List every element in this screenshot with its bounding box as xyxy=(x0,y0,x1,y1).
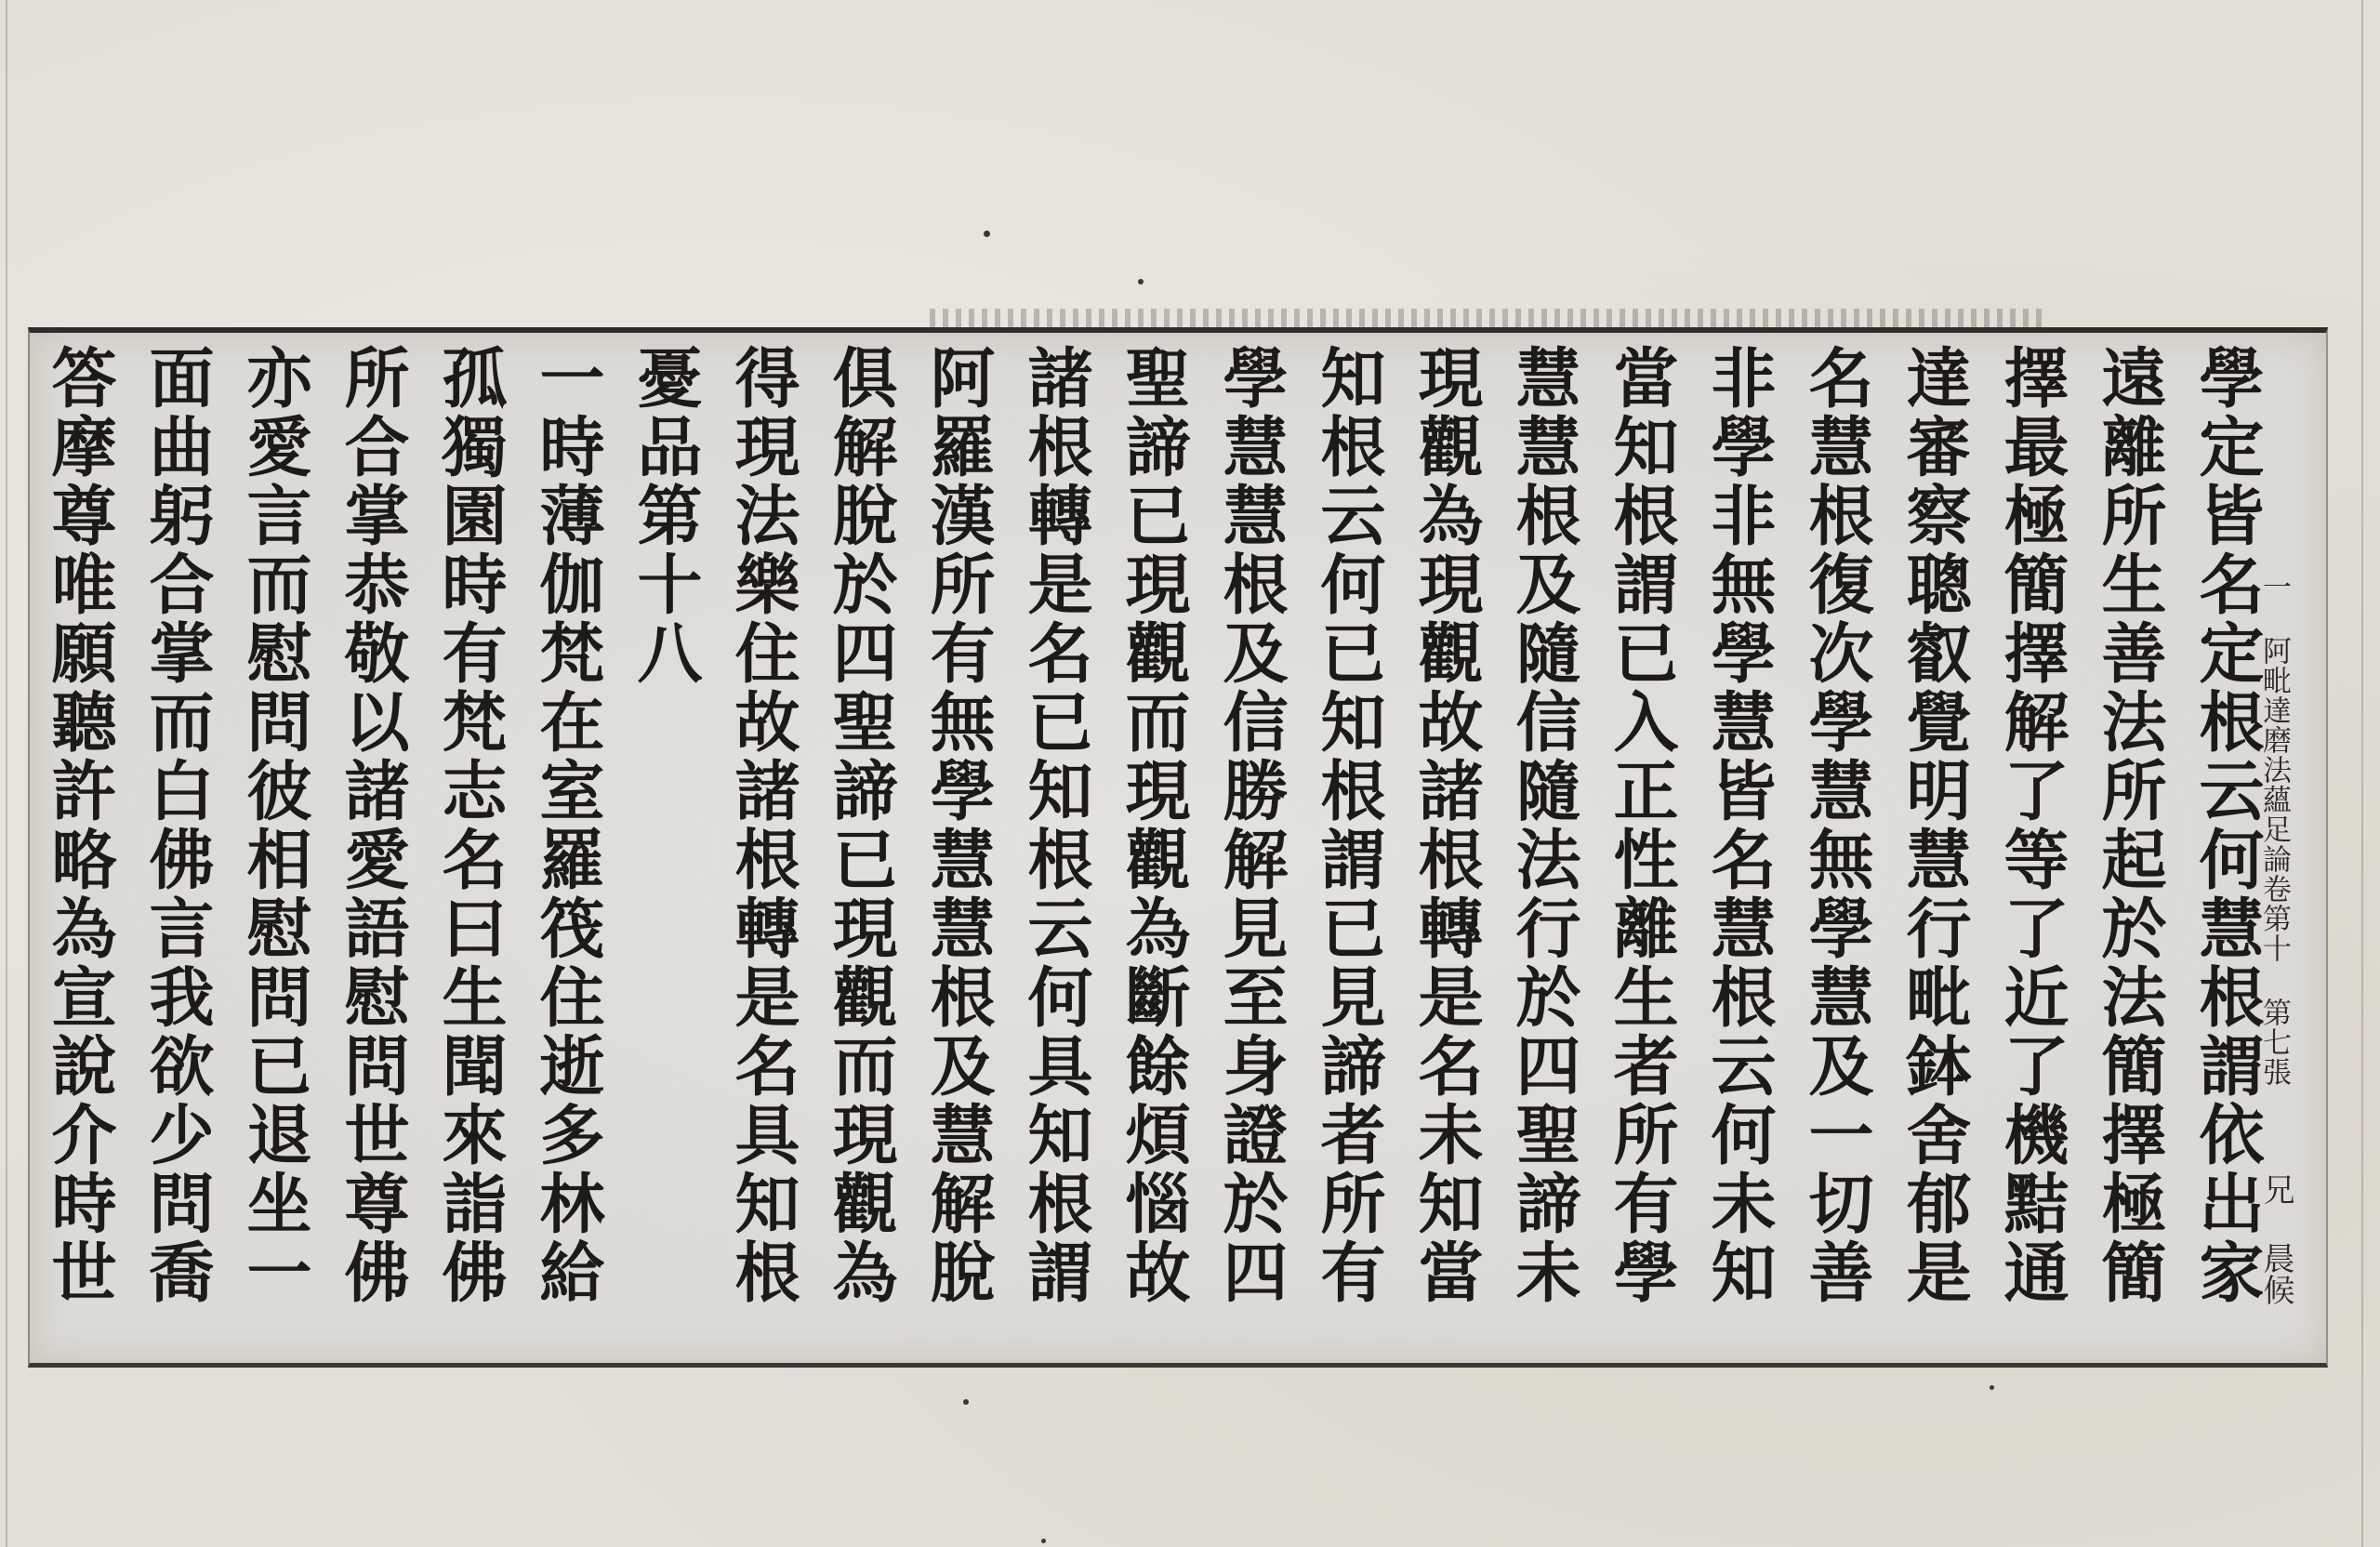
text-column-14: 阿羅漢所有無學慧慧根及慧解脫 xyxy=(919,344,997,1307)
margin-title: 一 阿毗達磨法蘊足論卷第十 第七張 xyxy=(2257,572,2291,1087)
text-column-11: 學慧慧根及信勝解見至身證於四 xyxy=(1212,344,1289,1307)
ink-speck xyxy=(1990,1385,1994,1390)
text-column-19: 孤獨園時有梵志名曰生聞來詣佛 xyxy=(431,344,509,1307)
text-column-7: 當知根謂已入正性離生者所有學 xyxy=(1603,344,1680,1307)
text-column-23: 答摩尊唯願聽許略為宣說介時世 xyxy=(41,344,118,1307)
text-column-15: 俱解脫於四聖諦已現觀而現觀為 xyxy=(822,344,899,1307)
text-column-8: 慧慧根及隨信隨法行於四聖諦未 xyxy=(1505,344,1582,1307)
text-column-3: 擇最極簡擇解了等了近了機黠通 xyxy=(1993,344,2070,1307)
text-column-10: 知根云何已知根謂已見諦者所有 xyxy=(1310,344,1387,1307)
ink-speck xyxy=(963,1399,969,1405)
text-column-22: 面曲躬合掌而白佛言我欲少問喬 xyxy=(139,344,216,1307)
text-column-16: 得現法樂住故諸根轉是名具知根 xyxy=(724,344,801,1307)
text-column-12: 聖諦已現觀而現觀為斷餘煩惱故 xyxy=(1115,344,1192,1307)
ink-speck xyxy=(1041,1539,1046,1543)
text-column-18: 一時薄伽梵在室羅筏住逝多林給 xyxy=(529,344,606,1307)
text-column-2: 遠離所生善法所起於法簡擇極簡 xyxy=(2091,344,2168,1307)
left-page-edge xyxy=(6,0,7,1547)
right-page-edge xyxy=(2361,0,2363,1547)
margin-mark: 兄 晨候 xyxy=(2257,1173,2294,1305)
text-column-4: 達審察聰叡覺明慧行毗鉢舍郁是 xyxy=(1896,344,1973,1307)
chapter-heading: 憂品第十八 xyxy=(627,344,704,688)
text-column-6: 非學非無學慧皆名慧根云何未知 xyxy=(1700,344,1778,1307)
text-column-20: 所合掌恭敬以諸愛語慰問世尊佛 xyxy=(334,344,411,1307)
text-column-1: 學定皆名定根云何慧根謂依出家 xyxy=(2188,344,2266,1307)
text-column-13: 諸根轉是名已知根云何具知根謂 xyxy=(1017,344,1094,1307)
vertical-text-block xyxy=(41,344,2287,1348)
text-column-5: 名慧根復次學慧無學慧及一切善 xyxy=(1798,344,1875,1307)
ink-speck xyxy=(1138,279,1144,284)
text-column-9: 現觀為現觀故諸根轉是名未知當 xyxy=(1408,344,1485,1307)
text-column-21: 亦愛言而慰問彼相慰問已退坐一 xyxy=(236,344,313,1307)
ink-speck xyxy=(984,231,990,237)
